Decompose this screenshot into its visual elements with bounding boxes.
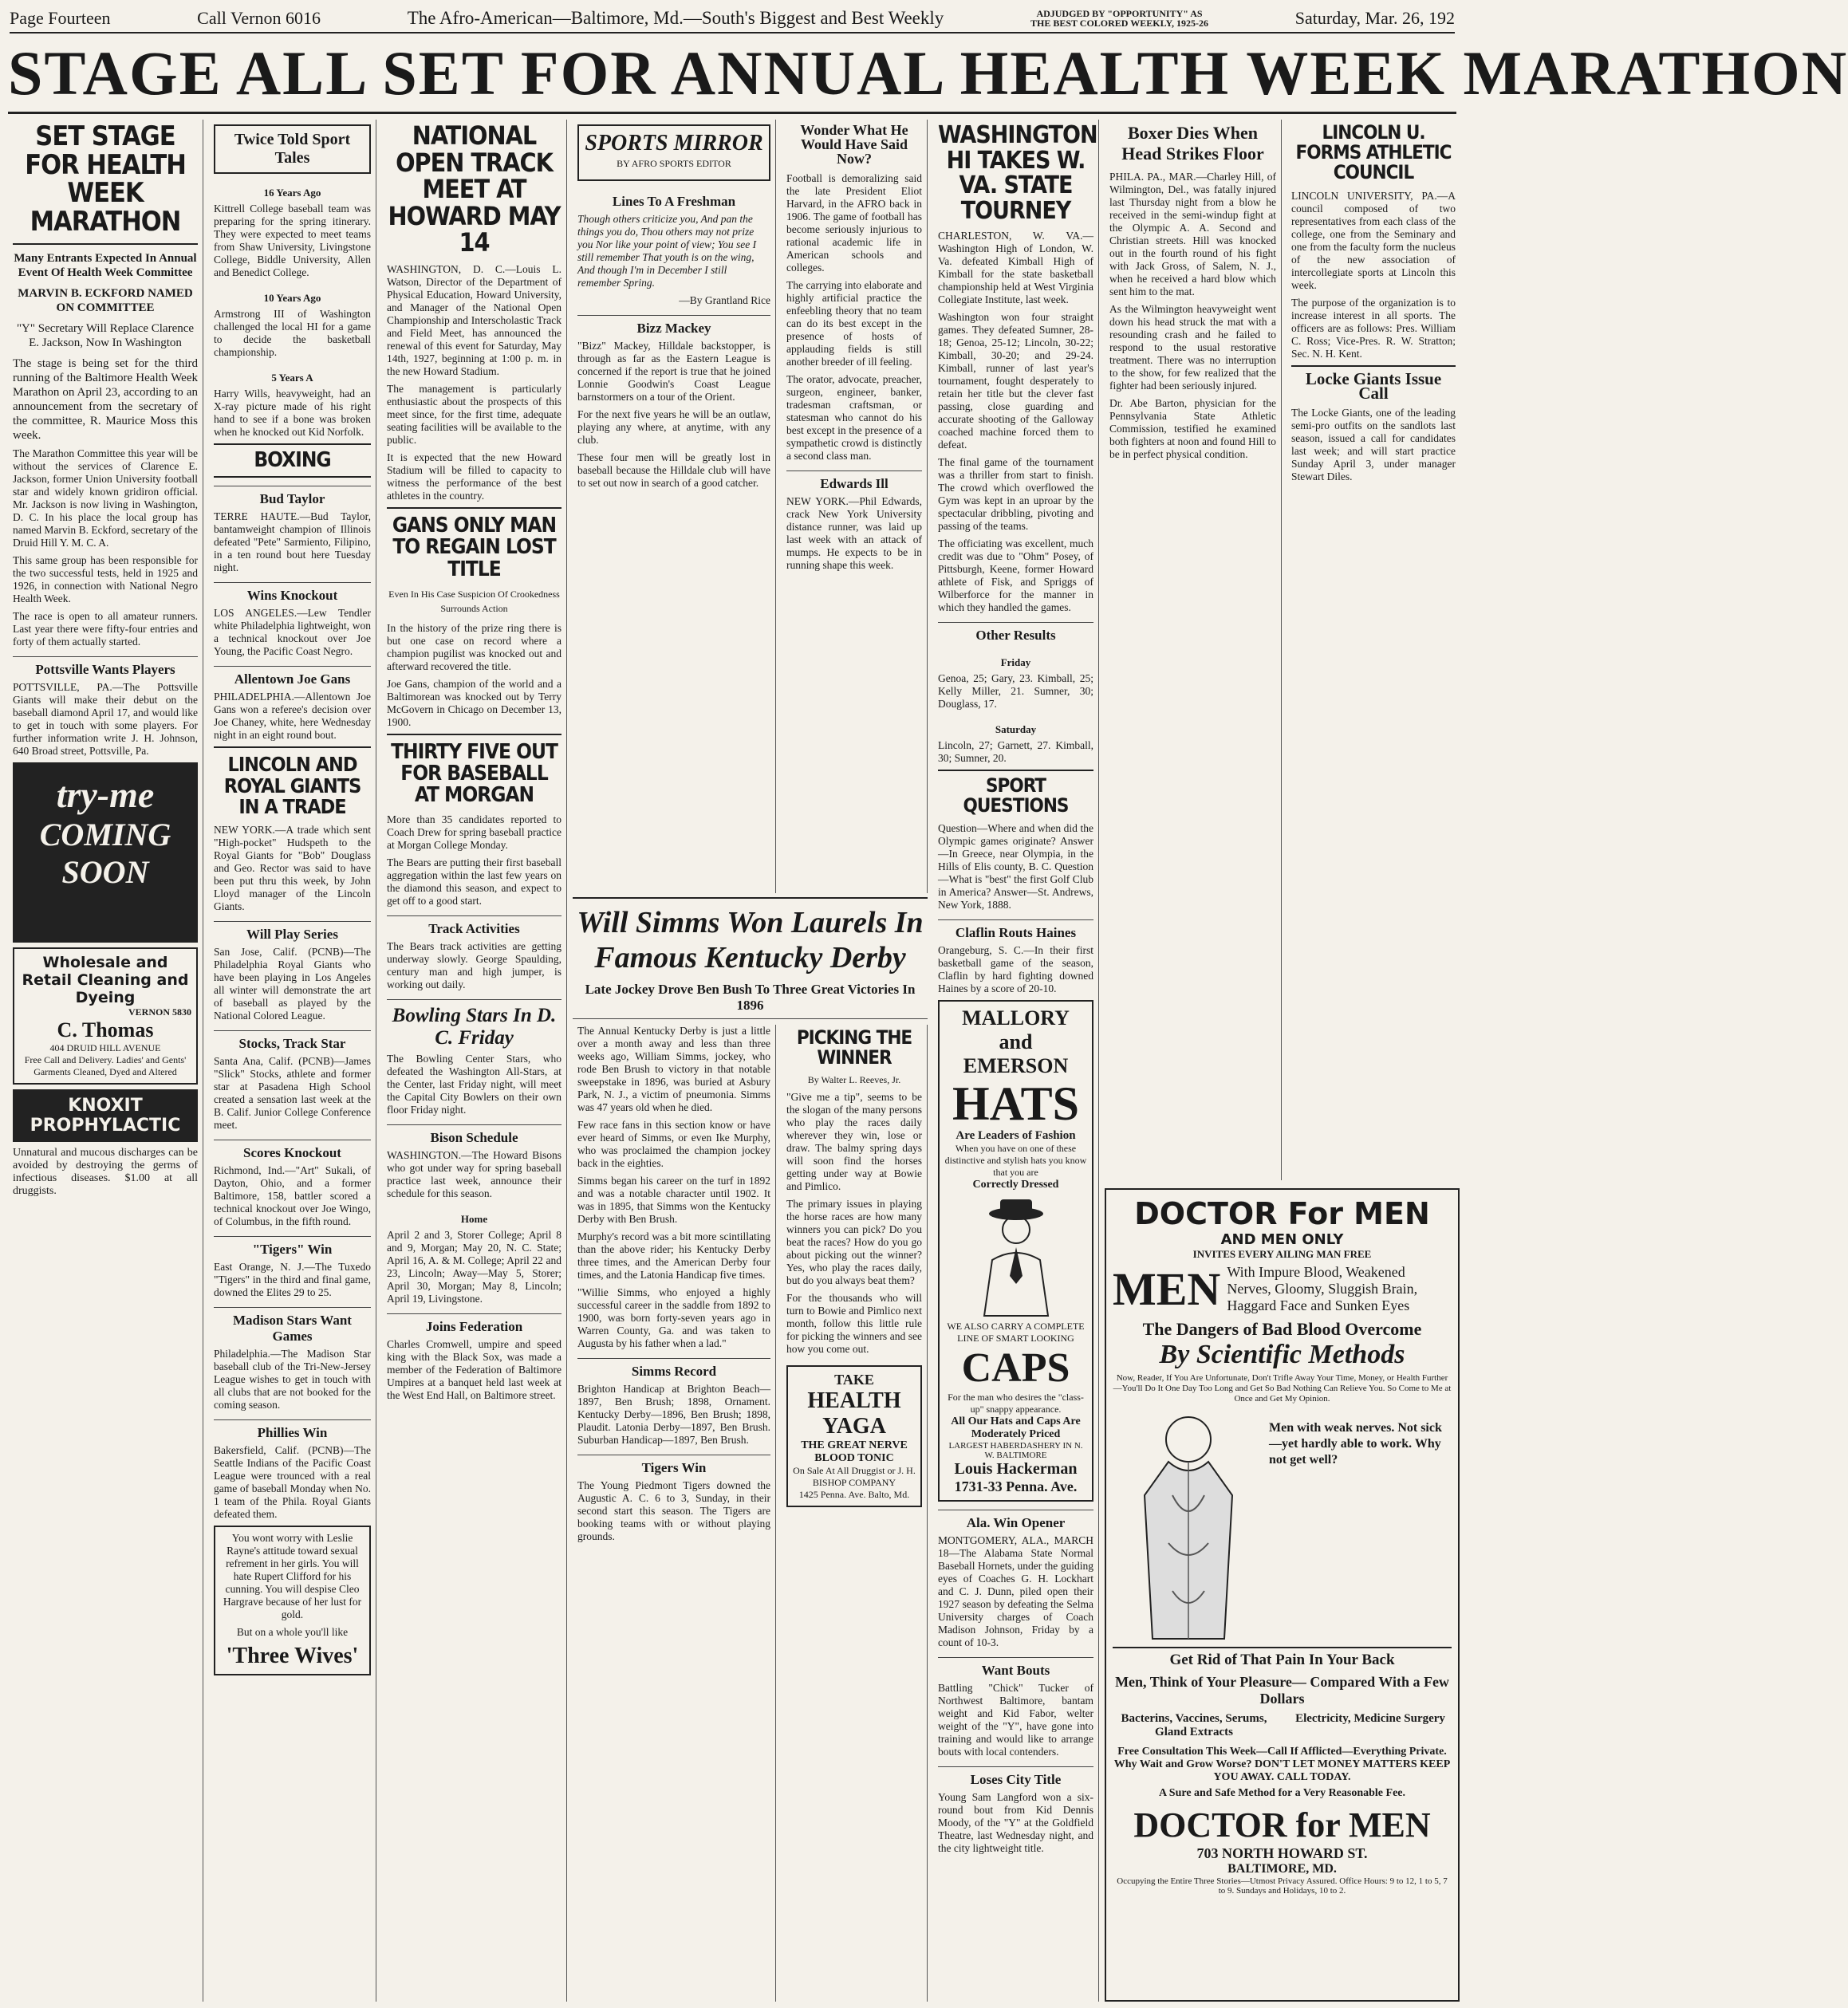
doctor-city: BALTIMORE, MD. [1227, 1862, 1337, 1876]
derby-deck: Late Jockey Drove Ben Bush To Three Great Victories In 1896 [585, 982, 916, 1013]
column-5 [782, 120, 928, 893]
man-in-hat-illustration [968, 1196, 1064, 1316]
hats-store: Louis Hackerman [954, 1460, 1078, 1478]
article-paragraph: The final game of the tournament was a thriller from start to finish. The crowd which overflowed the Gym was kept in an uproar by the spectacular dribbling, pivoting and passing of the teams. [938, 456, 1093, 532]
article-paragraph: POTTSVILLE, PA.—The Pottsville Giants will make their debut on the baseball diamond April 17, and would like to get in touch with some players. For further information write J. H. Johnson, 640 Broad street, Pottsville, Pa. [13, 680, 198, 757]
article-paragraph: The stage is being set for the third running of the Baltimore Health Week Marathon on April 23, according to an announcement from the secretary of the committee, R. Maurice Moss this week. [13, 356, 198, 442]
article-paragraph: April 2 and 3, Storer College; April 8 and 9, Morgan; May 20, N. C. State; April 16, A. & M. College; April 22 and 23, Lincoln; Away—May 5, Storer; April 30, Morgan; May 8, Lincoln; April 19, Livingstone. [387, 1228, 561, 1305]
tonic-name: HEALTH YAGA [807, 1388, 901, 1439]
byline: BY AFRO SPORTS EDITOR [617, 158, 731, 169]
column-8 [1287, 120, 1460, 1180]
tryme-ad [13, 762, 198, 943]
subhead: Claflin Routs Haines [938, 919, 1093, 941]
doctor-title: DOCTOR For MEN [1134, 1196, 1430, 1231]
article-paragraph: The officiating was excellent, much credit was due to "Ohm" Posey, of Pittsburgh, Keene, former Howard athlete of Fisk, and Spriggs of Wilberforce for the manner in which they handled the games. [938, 537, 1093, 613]
cleaning-ad-name: C. Thomas [57, 1018, 154, 1041]
column-2 [209, 120, 376, 2002]
bowling-head: Bowling Stars In D. C. Friday [387, 999, 561, 1049]
doctor-subtitle: AND MEN ONLY [1220, 1231, 1344, 1248]
doctor-bacterins: Bacterins, Vaccines, Serums, Gland Extracts [1121, 1712, 1267, 1738]
tonic-take: TAKE [834, 1372, 874, 1388]
picking-column [782, 1025, 928, 2002]
article-paragraph: This same group has been responsible for the two successful tests, held in 1925 and 1926, in connection with National Negro Health Week. [13, 553, 198, 604]
article-paragraph: As the Wilmington heavyweight went down his head struck the mat with a resounding crash and he failed to respond to the usual restorative treatment. There was no interruption to the show, for few realized that the fighter had been seriously injured. [1109, 303, 1276, 392]
subhead: Phillies Win [214, 1419, 371, 1441]
tonic-address: 1425 Penna. Ave. Balto, Md. [798, 1489, 910, 1501]
article-paragraph: The race is open to all amateur runners. Last year there were fifty-four entries and forty of them actually started. [13, 609, 198, 648]
page-banner-headline: STAGE ALL SET FOR ANNUAL HEALTH WEEK MARATHON [8, 35, 1456, 114]
doctor-footer-title: DOCTOR for MEN [1133, 1805, 1431, 1845]
hats-address: 1731-33 Penna. Ave. [954, 1478, 1078, 1495]
doctor-men-row [1113, 1264, 1452, 1314]
article-paragraph: "Give me a tip", seems to be the slogan of the many persons who play the races daily wherever they win, lose or draw. The balmy spring days will soon find the horses getting under way at Bowie and Pimlico. [786, 1091, 922, 1193]
doctor-scientific: By Scientific Methods [1159, 1340, 1405, 1369]
deck-entrants: Many Entrants Expected In Annual Event Of Health Week Committee [14, 251, 197, 279]
boxing-head: BOXING [214, 443, 371, 478]
column-1 [8, 120, 203, 2002]
doctor-back-pain: Get Rid of That Pain In Your Back [1113, 1647, 1452, 1669]
article-paragraph: Murphy's record was a bit more scintillating than the above rider; his Kentucky Derby three times, and the American Derby four times, and the Latonia Handicap five times. [577, 1230, 770, 1281]
article-paragraph: The purpose of the organization is to increase interest in all sports. The officers are as follows: Pres. William C. Ross; Vice-Pres. R. W. Stratton; Sec. N. H. Kent. [1291, 296, 1456, 360]
doctor-fee: A Sure and Safe Method for a Very Reasonable Fee. [1158, 1787, 1406, 1799]
hats-tagline: Are Leaders of Fashion [956, 1129, 1076, 1143]
subhead: Stocks, Track Star [214, 1030, 371, 1052]
lincoln-u-head: LINCOLN U. FORMS ATHLETIC COUNCIL [1295, 121, 1452, 184]
article-paragraph: Simms began his career on the turf in 1892 and was a notable character until 1902. It was in 1895, that Simms won the Kentucky Derby with Ben Brush. [577, 1175, 770, 1225]
subhead: 10 Years Ago [263, 292, 321, 304]
sports-mirror-head: SPORTS MIRROR [585, 131, 763, 156]
phone: Call Vernon 6016 [197, 8, 321, 28]
subhead: Ala. Win Opener [938, 1510, 1093, 1531]
masthead [10, 5, 1455, 33]
track-meet-head: NATIONAL OPEN TRACK MEET AT HOWARD MAY 14 [388, 120, 561, 258]
doctor-invites: INVITES EVERY AILING MAN FREE [1192, 1248, 1372, 1260]
article-paragraph: The Annual Kentucky Derby is just a little over a month away and less than three weeks ago, William Simms, jockey, who rode Ben Brush to victory in that notable sweepstake in 1896, was buried at Asbury Park, N. J., a victim of pneumonia. Simms was 47 years old when he died. [577, 1025, 770, 1113]
article-paragraph: TERRE HAUTE.—Bud Taylor, bantamweight champion of Illinois defeated "Pete" Sarmiento, Filipino, in a ten round bout here Tuesday night. [214, 510, 371, 574]
article-paragraph: The primary issues in playing the horse races are how many winners you can pick? Do you beat the races? How do you go about picking out the winner? Yes, who play the races daily, but do you always beat them? [786, 1198, 922, 1287]
article-paragraph: CHARLESTON, W. VA.—Washington High of London, W. Va. defeated Kimball High of Kimball for the state basketball championship held at West Virginia Collegiate Institute, last week. [938, 230, 1093, 305]
article-paragraph: LINCOLN UNIVERSITY, PA.—A council composed of two representatives from each class of the college, one from the Seminary and one from the faculty form the nucleus of the new association of intercollegiate sports at Lincoln this week. [1291, 189, 1456, 291]
article-paragraph: "Bizz" Mackey, Hilldale backstopper, is through as far as the Eastern League is concerned if the report is true that he joined Lonnie Goodwin's Coast League barnstormers on a tour of the Orient. [577, 340, 770, 403]
subhead: Edwards Ill [786, 471, 922, 492]
three-wives-title: 'Three Wives' [226, 1644, 359, 1669]
derby-headline: Will Simms Won Laurels In Famous Kentucky Derby [577, 906, 924, 974]
divider [13, 243, 198, 245]
article-paragraph: The orator, advocate, preacher, surgeon, engineer, banker, tradesman craftsman, or statesman who cannot do his best except in the presence of a sympathetic crowd is distinctly a second class man. [786, 373, 922, 462]
article-paragraph: The Young Piedmont Tigers downed the Augustic A. C. 6 to 3, Sunday, in their second start this season. The Tigers are booking teams with or without playing grounds. [577, 1479, 770, 1542]
doctor-dangers: The Dangers of Bad Blood Overcome [1142, 1319, 1422, 1339]
subhead: Home [460, 1212, 488, 1225]
paper-name: The Afro-American—Baltimore, Md.—South's Biggest and Best Weekly [407, 8, 944, 28]
cleaning-ad-address: 404 DRUID HILL AVENUE [49, 1041, 161, 1053]
subhead: Scores Knockout [214, 1140, 371, 1161]
column-4 [573, 120, 776, 893]
article-paragraph: Philadelphia.—The Madison Star baseball club of the Tri-New-Jersey League wishes to get in touch with all clubs that are not booked for the coming season. [214, 1348, 371, 1412]
caps-text: For the man who desires the "class-up" snappy appearance. [948, 1392, 1084, 1415]
three-wives-foot: But on a whole you'll like [236, 1626, 349, 1639]
article-paragraph: Charles Cromwell, umpire and speed king with the Black Sox, was made a member of the Federation of Baltimore Umpires at a banquet held last week at the West End Hall, on Baltimore street. [387, 1337, 561, 1401]
article-paragraph: NEW YORK.—A trade which sent "High-pocket" Hudspeth to the Royal Giants for "Bob" Douglass and Geo. Rector was said to have been put thru this week, by John Lloyd manager of the Lincoln Giants. [214, 824, 371, 913]
article-paragraph: Armstrong III of Washington challenged the local HI for a game to decide the basketball championship. [214, 308, 371, 358]
column-7 [1105, 120, 1282, 1180]
derby-column [573, 1025, 776, 2002]
derby-title-band [573, 897, 928, 1019]
article-paragraph: Richmond, Ind.—"Art" Sukali, of Dayton, Ohio, and a former Baltimore, 158, battler scored a technical knockout over Joe Wingo, of Columbus, in the fifth round. [214, 1164, 371, 1228]
subhead: Track Activities [387, 915, 561, 937]
knoxit-title: KNOXIT PROPHYLACTIC [30, 1095, 181, 1136]
lincoln-royal-head: LINCOLN AND ROYAL GIANTS IN A TRADE [214, 746, 371, 817]
article-paragraph: The carrying into elaborate and highly artificial practice the enfeebling theory that no team can do its best except in the presence of hosts of applauding fields is still another breeder of ill feeling. [786, 279, 922, 368]
subhead-pottsville: Pottsville Wants Players [13, 656, 198, 678]
hats-price: All Our Hats and Caps Are Moderately Priced [951, 1415, 1081, 1441]
subhead: Simms Record [577, 1358, 770, 1380]
subhead: Wins Knockout [214, 582, 371, 604]
sports-mirror-head-box [577, 124, 770, 181]
doctor-methods [1113, 1712, 1452, 1739]
doctor-reader-text: Now, Reader, If You Are Unfortunate, Don't Trifle Away Your Time, Money, or Health Further—You'll Do It One Day Too Long and Get So Bad Nothing Can Relieve You. So Come to Me at Once and Get My Opinion. [1113, 1373, 1452, 1404]
knoxit-ad [13, 1089, 198, 1142]
doctor-men-big: MEN [1113, 1262, 1221, 1315]
subhead: 16 Years Ago [263, 187, 321, 199]
article-paragraph: Lincoln, 27; Garnett, 27. Kimball, 30; Sumner, 20. [938, 739, 1093, 764]
subhead: Madison Stars Want Games [214, 1307, 371, 1345]
hats-largest: LARGEST HABERDASHERY IN N. W. BALTIMORE [948, 1441, 1083, 1461]
twice-told-head: Twice Told Sport Tales [214, 124, 371, 174]
article-paragraph: Dr. Abe Barton, physician for the Pennsylvania State Athletic Commission, testified he examined both fighters at noon and found Hill to be in perfect physical condition. [1109, 397, 1276, 460]
cleaning-ad-phone: VERNON 5830 [128, 1006, 191, 1018]
knoxit-text: Unnatural and mucous discharges can be avoided by destroying the germs of infectious diseases. $1.00 at all druggists. [13, 1146, 198, 1197]
article-paragraph: The Bears are putting their first baseball aggregation within the last few years on the diamond this season, and expect to get off to a good start. [387, 856, 561, 907]
article-paragraph: The management is particularly enthusiastic about the prospects of this meet since, for the first time, adequate seating facilities will be available to the public. [387, 382, 561, 446]
sport-questions-head: SPORT QUESTIONS [938, 770, 1093, 816]
subhead: Other Results [938, 622, 1093, 644]
column-3 [382, 120, 567, 2002]
subhead: Loses City Title [938, 1766, 1093, 1788]
gans-head: GANS ONLY MAN TO REGAIN LOST TITLE [387, 507, 561, 581]
subhead: Bison Schedule [387, 1124, 561, 1146]
hats-title: HATS [952, 1077, 1079, 1131]
article-paragraph: Washington won four straight games. They defeated Sumner, 28-18; Genoa, 25-12; Lincoln, 30-22; Kimball, 30-20; and 29-24. Kimball, runner of last year's tournament, fought desperately to retain her title but the clever fast passing, close guarding and accurate shooting of the Galloway coached machine forced them to defeat. [938, 311, 1093, 451]
tryme-coming: COMING [39, 816, 171, 852]
cleaning-ad [13, 947, 198, 1085]
hats-text: When you have on one of these distinctive and stylish hats you know that you are [944, 1143, 1087, 1179]
doctor-illustration-row [1113, 1408, 1452, 1647]
article-paragraph: Bakersfield, Calif. (PCNB)—The Seattle Indians of the Pacific Coast League were trounced with a real game of baseball Monday when No. 1 team of the Phila. Royal Giants defeated them. [214, 1444, 371, 1521]
morgan-head: THIRTY FIVE OUT FOR BASEBALL AT MORGAN [387, 734, 561, 807]
tonic-tagline: THE GREAT NERVE BLOOD TONIC [801, 1439, 908, 1465]
article-paragraph: Young Sam Langford won a six-round bout from Kid Dennis Moody, of the "Y" at the Goldfield Theatre, last Wednesday night, and the city lightweight title. [938, 1791, 1093, 1855]
article-paragraph: For the thousands who will turn to Bowie and Pimlico next month, follow this little rule for picking the winners and see how you come out. [786, 1292, 922, 1356]
subhead: Tigers Win [577, 1455, 770, 1476]
subhead: Bud Taylor [214, 486, 371, 507]
washington-hi-head: WASHINGTON HI TAKES W. VA. STATE TOURNEY [938, 121, 1097, 225]
article-paragraph: Kittrell College baseball team was preparing for the spring itinerary. They were expected to meet teams from Shaw University, Livingstone College, Biddle University, Allen and Benedict College. [214, 203, 371, 278]
article-paragraph: WASHINGTON, D. C.—Louis L. Watson, Director of the Department of Physical Education, Howard University, and Manager of the National Open Championship and Interscholastic Track and Field Meet, has announced the renewal of this event for Saturday, May 14th, 1927, beginning at 1:00 p. m. in the new Howard Stadium. [387, 262, 561, 377]
poem-text: Though others criticize you, And pan the things you do, Thou others may not prize you Nor like your point of view; You see I still remember That youth is on the wing, And though I'm in December I still remember Spring. [577, 213, 757, 289]
three-wives-text: You wont worry with Leslie Rayne's attitude toward sexual refrement in her girls. You will hate Rupert Clifford for his cunning. You will despise Cleo Hargrave because of her lust for gold. [223, 1532, 362, 1621]
article-paragraph: Football is demoralizing said the late President Eliot Harvard, in the AFRO back in 1906. The game of football has become seriously injurious to rational academic life in American schools and colleges. [786, 172, 922, 274]
article-paragraph: NEW YORK.—Phil Edwards, crack New York University distance runner, was laid up last week with an attack of mumps. He expects to be in running shape this week. [786, 495, 922, 571]
subhead: Joins Federation [387, 1313, 561, 1335]
doctor-ailments: With Impure Blood, Weakened Nerves, Gloomy, Sluggish Brain, Haggard Face and Sunken Eyes [1227, 1264, 1418, 1313]
subhead: Will Play Series [214, 921, 371, 943]
article-paragraph: Battling "Chick" Tucker of Northwest Baltimore, bantam weight and Kid Fabor, welter weight of the "Y", have gone into training and would like to arrange bouts with local contenders. [938, 1682, 1093, 1758]
tonic-sale: On Sale At All Druggist or J. H. BISHOP COMPANY [793, 1465, 916, 1489]
article-paragraph: It is expected that the new Howard Stadium will be filled to capacity to witness the performance of the best athletes in the country. [387, 451, 561, 502]
deck: Even In His Case Suspicion Of Crookedness Surrounds Action [388, 588, 560, 614]
article-paragraph: The Marathon Committee this year will be without the services of Clarence E. Jackson, former Union University football star and widely known gridiron official. Mr. Jackson is now living in Washington, D. C. In his place the local group has named Marvin B. Eckford, secretary of the Druid Hill Y. M. C. A. [13, 447, 198, 549]
article-paragraph: PHILADELPHIA.—Allentown Joe Gans won a referee's decision over Joe Chaney, white, here Wednesday night in an eight round bout. [214, 691, 371, 742]
doctor-hours: Occupying the Entire Three Stories—Utmost Privacy Assured. Office Hours: 9 to 12, 1 to 5, 7 to 9. Sundays and Holidays, 10 to 2. [1117, 1876, 1448, 1896]
doctor-weak-nerves: Men with weak nerves. Not sick—yet hardly able to work. Why not get well? [1269, 1421, 1442, 1467]
adjudged: ADJUDGED BY "OPPORTUNITY" AS THE BEST COLORED WEEKLY, 1925-26 [1030, 8, 1209, 29]
doctor-address: 703 NORTH HOWARD ST. [1196, 1845, 1368, 1861]
article-paragraph: The Bears track activities are getting underway slowly. George Spaulding, century man and high jumper, is working out daily. [387, 939, 561, 990]
article-paragraph: LOS ANGELES.—Lew Tendler white Philadelphia lightweight, won a technical knockout over Joe Young, the Pacific Coast Negro. [214, 607, 371, 658]
poem-title: Lines To A Freshman [612, 194, 736, 209]
article-paragraph: Few race fans in this section know or have ever heard of Simms, or even Ike Murphy, who was proclaimed the champion jockey back in the eighties. [577, 1119, 770, 1169]
cleaning-ad-text: Free Call and Delivery. Ladies' and Gents' Garments Cleaned, Dyed and Altered [24, 1053, 187, 1077]
anatomy-figure-illustration [1113, 1408, 1264, 1647]
article-paragraph: Santa Ana, Calif. (PCNB)—James "Slick" Stocks, athlete and former star at Pasadena High School created a sensation last week at the B. Calif. Junior College Conference meet. [214, 1055, 371, 1132]
caps-intro: WE ALSO CARRY A COMPLETE LINE OF SMART LOOKING [947, 1321, 1085, 1345]
picking-head: PICKING THE WINNER [796, 1026, 912, 1069]
article-paragraph: Harry Wills, heavyweight, had an X-ray picture made of his right hand to see if a bone was broken when he knocked out Kid Norfolk. [214, 388, 371, 438]
cleaning-ad-title: Wholesale and Retail Cleaning and Dyeing [22, 953, 189, 1006]
subhead: Bizz Mackey [577, 315, 770, 337]
article-paragraph: Question—Where and when did the Olympic games originate? Answer—In Greece, near Olympia, in the Hills of Elis county, B. C. Question—What is "best" the first Golf Club in America? Answer—St. Andrews, New York, 1888. [938, 822, 1093, 911]
subhead: 5 Years A [271, 372, 313, 384]
poem-signature: —By Grantland Rice [679, 294, 770, 306]
article-paragraph: The Bowling Center Stars, who defeated the Washington All-Stars, at the Center, last Friday night, will meet the Capital City Bowlers on their own floor Friday night. [387, 1052, 561, 1116]
locke-giants-head: Locke Giants Issue Call [1291, 365, 1456, 400]
article-paragraph: San Jose, Calif. (PCNB)—The Philadelphia Royal Giants who have been playing in Los Angeles all winter will demonstrate the art of baseball as played by the National Colored League. [214, 946, 371, 1022]
article-paragraph: PHILA. PA., MAR.—Charley Hill, of Wilmington, Del., was fatally injured last Thursday night from a blow he received in the semi-windup fight at the Olympic A. A. Second and Christian streets. Hill was knocked out in the fourth round of his fight with Jack Gross, of Salem, N. J., when he received a hard blow which sent him to the mat. [1109, 171, 1276, 297]
article-paragraph: The Locke Giants, one of the leading semi-pro outfits on the sandlots last season, issued a call for candidates last week; and will start practice Sunday April 3, under manager Stewart Diles. [1291, 406, 1456, 482]
tryme-soon: SOON [61, 853, 149, 890]
subhead: Allentown Joe Gans [214, 666, 371, 687]
article-paragraph: "Willie Simms, who enjoyed a highly successful career in the saddle from 1892 to 1900, was born forty-seven years ago in Warren County, Ga. and was taken to Augusta by his father when a lad." [577, 1286, 770, 1349]
page-number: Page Fourteen [10, 8, 111, 28]
article-paragraph: WASHINGTON.—The Howard Bisons who got under way for spring baseball practice last week, announce their schedule for this season. [387, 1148, 561, 1199]
article-paragraph: In the history of the prize ring there is but one case on record where a champion pugilist was knocked out and afterward recovered the title. [387, 621, 561, 672]
byline: By Walter L. Reeves, Jr. [807, 1074, 901, 1086]
hats-ad [938, 1000, 1093, 1502]
deck-y-secretary: "Y" Secretary Will Replace Clarence E. Jackson, Now In Washington [16, 321, 195, 349]
subhead: Want Bouts [938, 1657, 1093, 1679]
wonder-head: Wonder What He Would Have Said Now? [800, 122, 908, 167]
article-paragraph: Brighton Handicap at Brighton Beach—1897, Ben Brush; 1898, Ornament. Kentucky Derby—1896, Ben Brush; 1898, Plaudit. Latonia Derby—1897, Ben Brush. Suburban Handicap—1897, Ben Brush. [577, 1383, 770, 1446]
caps-title: CAPS [961, 1345, 1070, 1392]
deck-eckford: MARVIN B. ECKFORD NAMED ON COMMITTEE [18, 286, 193, 314]
issue-date: Saturday, Mar. 26, 192 [1294, 8, 1455, 28]
subhead: Friday [1000, 656, 1031, 668]
article-paragraph: East Orange, N. J.—The Tuxedo "Tigers" in the third and final game, downed the Elites 29 to 25. [214, 1261, 371, 1299]
three-wives-ad [214, 1526, 371, 1675]
article-paragraph: Genoa, 25; Gary, 23. Kimball, 25; Kelly Miller, 21. Sumner, 30; Douglass, 17. [938, 672, 1093, 710]
health-yaga-ad [786, 1365, 922, 1507]
doctor-pleasure: Men, Think of Your Pleasure— Compared With a Few Dollars [1115, 1674, 1449, 1707]
article-paragraph: MONTGOMERY, ALA., MARCH 18—The Alabama State Normal Baseball Hornets, under the guiding eyes of Coaches G. H. Lockhart and C. J. Dunn, piled open their 1927 season by defeating the Selma University charges of Coach Madison Johnson, Friday by a count of 10-3. [938, 1534, 1093, 1649]
boxer-dies-head: Boxer Dies When Head Strikes Floor [1121, 123, 1264, 163]
article-paragraph: Joe Gans, champion of the world and a Baltimorean was knocked out by Terry McGovern in Chicago on December 13, 1900. [387, 677, 561, 728]
article-paragraph: These four men will be greatly lost in baseball because the Hilldale club will have to set out now in search of a good catcher. [577, 451, 770, 489]
column-6 [933, 120, 1099, 2002]
hats-dressed: Correctly Dressed [972, 1179, 1059, 1191]
tryme-logo: try-me [56, 774, 155, 815]
article-paragraph: Orangeburg, S. C.—In their first basketball game of the season, Claflin by hard fighting downed Haines by a score of 20-10. [938, 944, 1093, 995]
article-paragraph: For the next five years he will be an outlaw, playing any where, at anytime, with any club. [577, 408, 770, 446]
doctor-ad [1105, 1188, 1460, 2002]
headline-marathon: SET STAGE FOR HEALTH WEEK MARATHON [25, 120, 186, 238]
subhead: "Tigers" Win [214, 1236, 371, 1258]
hats-brands: MALLORY and EMERSON [962, 1006, 1070, 1078]
article-paragraph: More than 35 candidates reported to Coach Drew for spring baseball practice at Morgan College Monday. [387, 813, 561, 851]
subhead: Saturday [995, 723, 1037, 735]
doctor-electricity: Electricity, Medicine Surgery [1295, 1712, 1445, 1725]
doctor-consultation: Free Consultation This Week—Call If Afflicted—Everything Private. Why Wait and Grow Worse? DON'T LET MONEY MATTERS KEEP YOU AWAY. CALL TODAY. [1113, 1746, 1451, 1783]
